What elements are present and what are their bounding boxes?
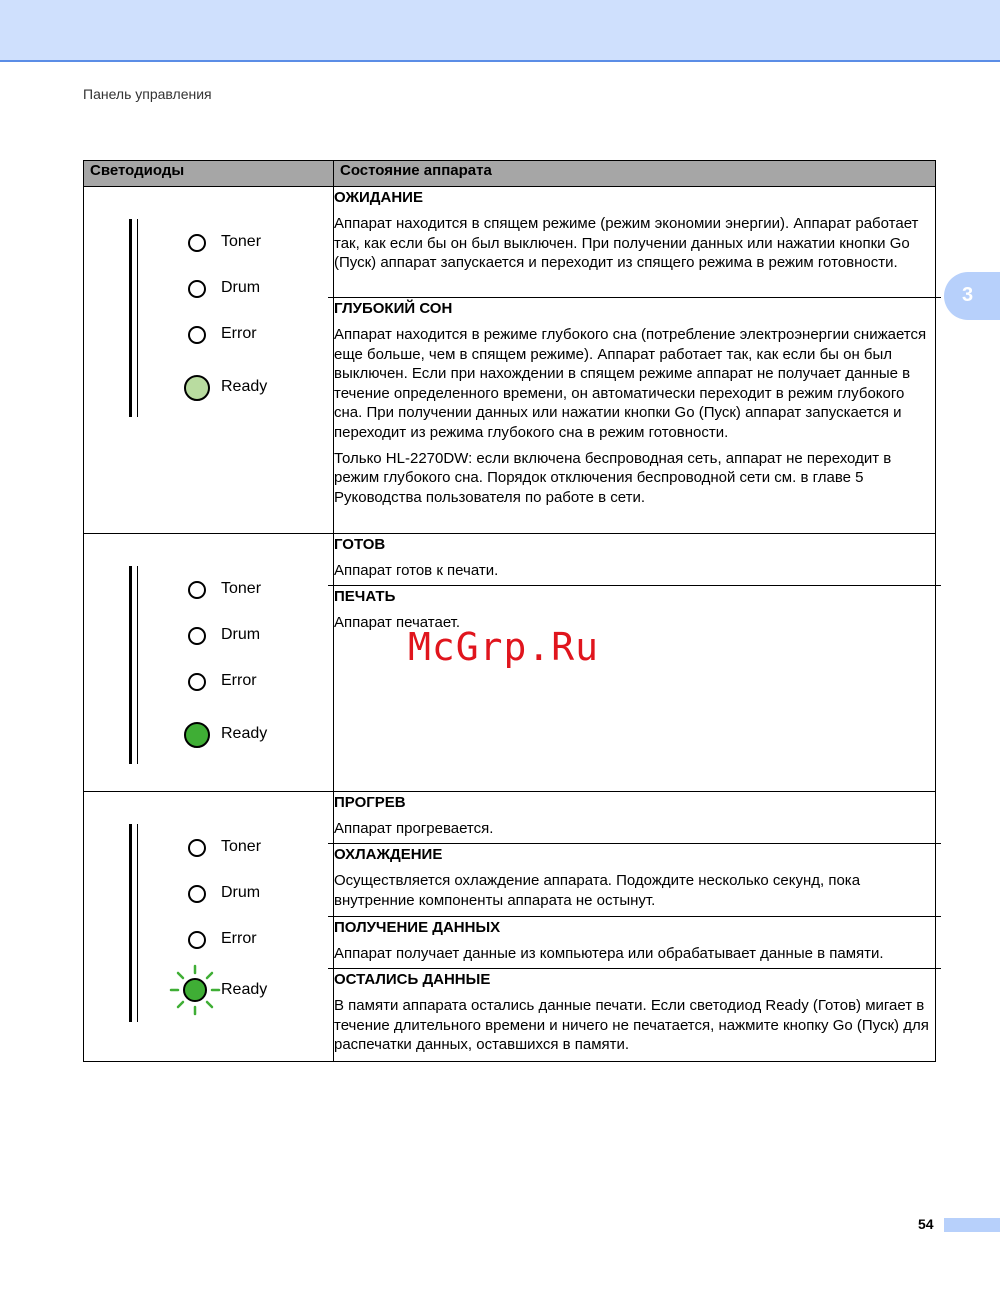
state-block <box>328 969 941 1061</box>
error-label: Error <box>221 672 257 689</box>
error-led-icon <box>188 931 206 949</box>
chapter-tab <box>944 272 1000 320</box>
ready-label: Ready <box>221 725 268 742</box>
column-header-leds: Светодиоды <box>84 161 334 187</box>
table-row <box>84 187 936 534</box>
toner-led-icon <box>188 839 206 857</box>
section-title: Панель управления <box>83 86 212 102</box>
toner-led-icon <box>188 234 206 252</box>
ready-led-blinking-icon <box>169 964 221 1016</box>
state-title: ПОЛУЧЕНИЕ ДАННЫХ <box>334 919 501 936</box>
drum-label: Drum <box>221 626 261 643</box>
state-title: ПЕЧАТЬ <box>334 588 396 605</box>
ready-led-on-icon <box>184 722 210 748</box>
state-description: Аппарат прогревается. <box>334 820 494 837</box>
state-description: Аппарат получает данные из компьютера или обрабатывает данные в памяти. <box>334 945 884 962</box>
error-led-icon <box>188 326 206 344</box>
state-block <box>328 917 941 969</box>
drum-led-icon <box>188 280 206 298</box>
drum-led-icon <box>188 627 206 645</box>
panel-bar-thin <box>137 219 138 417</box>
state-title: ПРОГРЕВ <box>334 794 406 811</box>
led-status-table <box>83 160 936 1062</box>
toner-label: Toner <box>221 838 262 855</box>
state-description: Осуществляется охлаждение аппарата. Подождите несколько секунд, пока внутренние компоненты аппарата не остынут. <box>334 872 861 909</box>
ready-label: Ready <box>221 981 268 998</box>
state-block <box>328 792 941 844</box>
panel-bar <box>129 824 132 1022</box>
state-title: ОЖИДАНИЕ <box>334 189 423 206</box>
state-title: ГЛУБОКИЙ СОН <box>334 300 453 317</box>
panel-bar <box>129 566 132 764</box>
drum-label: Drum <box>221 884 261 901</box>
table-row <box>84 792 936 1062</box>
state-description: Аппарат готов к печати. <box>334 562 499 579</box>
toner-led-icon <box>188 581 206 599</box>
ready-label: Ready <box>221 378 268 395</box>
watermark: McGrp.Ru <box>408 625 600 669</box>
error-label: Error <box>221 325 257 342</box>
drum-label: Drum <box>221 279 261 296</box>
led-panel <box>84 792 333 1059</box>
page-number: 54 <box>918 1216 934 1232</box>
state-title: ОХЛАЖДЕНИЕ <box>334 846 443 863</box>
state-note: Только HL-2270DW: если включена беспроводная сеть, аппарат не переходит в режим глубокого сна. Порядок отключения беспроводной сети см. в главе 5 Руководства пользователя по работе в сети. <box>334 449 892 506</box>
panel-bar-thin <box>137 566 138 764</box>
column-header-state: Состояние аппарата <box>334 161 936 187</box>
state-description: Аппарат печатает. <box>334 614 461 631</box>
toner-label: Toner <box>221 580 262 597</box>
error-label: Error <box>221 930 257 947</box>
state-description: Аппарат находится в спящем режиме (режим экономии энергии). Аппарат работает так, как если бы он был выключен. При получении данных или нажатии кнопки Go (Пуск) аппарат запускается и переходит из спящего режима в режим готовности. <box>334 215 919 272</box>
state-cell <box>334 187 936 534</box>
state-title: ГОТОВ <box>334 536 386 553</box>
led-panel-cell <box>84 187 334 534</box>
panel-bar-thin <box>137 824 138 1022</box>
state-description: Аппарат находится в режиме глубокого сна (потребление электроэнергии снижается еще больше, чем в спящем режиме). Аппарат работает так, как если бы он был выключен. Если при нахождении в спящем режиме аппарат не получает данные в течение определенного времени, он автоматически переходит в режим глубокого сна. При получении данных или нажатии кнопки Go (Пуск) аппарат запускается и переходит из режима глубокого сна в режим готовности. <box>334 326 927 441</box>
led-panel <box>84 534 333 791</box>
led-panel <box>84 187 333 533</box>
drum-led-icon <box>188 885 206 903</box>
state-block <box>328 298 941 513</box>
state-block <box>328 534 941 586</box>
table-header-row <box>84 161 936 187</box>
state-cell <box>334 792 936 1062</box>
led-panel-cell <box>84 792 334 1062</box>
chapter-number: 3 <box>962 284 974 306</box>
error-led-icon <box>188 673 206 691</box>
state-block <box>328 187 941 298</box>
ready-led-dim-icon <box>184 375 210 401</box>
toner-label: Toner <box>221 233 262 250</box>
state-title: ОСТАЛИСЬ ДАННЫЕ <box>334 971 491 988</box>
state-description: В памяти аппарата остались данные печати. Если светодиод Ready (Готов) мигает в течение длительного времени и ничего не печатается, нажмите кнопку Go (Пуск) для распечатки данных, оставшихся в памяти. <box>334 997 929 1054</box>
state-block <box>328 844 941 917</box>
led-panel-cell <box>84 534 334 792</box>
top-band <box>0 0 1000 62</box>
panel-bar <box>129 219 132 417</box>
page-number-bar <box>944 1218 1000 1232</box>
